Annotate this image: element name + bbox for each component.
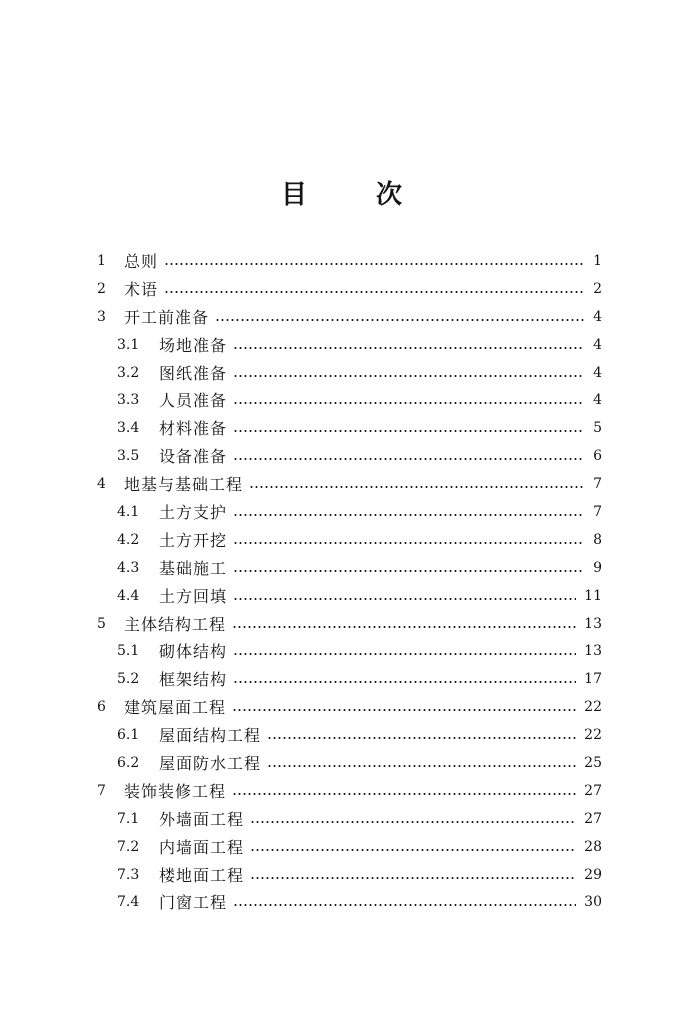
toc-entry-page: 13 — [584, 643, 602, 660]
toc-entry[interactable] — [97, 722, 602, 750]
toc-entry-page: 1 — [593, 253, 602, 269]
toc-entry-label: 土方回填 — [159, 586, 228, 606]
toc-entry-page: 25 — [584, 755, 602, 772]
toc-entry-page: 13 — [584, 615, 602, 632]
toc-entry[interactable] — [97, 806, 602, 834]
toc-dot-leader — [250, 877, 576, 879]
toc-dot-leader — [233, 681, 576, 683]
toc-dot-leader — [233, 458, 584, 460]
toc-entry-page: 4 — [593, 308, 602, 325]
toc-entry-label: 土方开挖 — [159, 530, 228, 550]
toc-entry-label: 地基与基础工程 — [124, 475, 244, 495]
toc-entry[interactable] — [97, 750, 602, 778]
page-title: 目 次 — [280, 180, 433, 210]
toc-dot-leader — [267, 765, 576, 767]
toc-entry-label: 基础施工 — [159, 558, 228, 578]
toc-entry-label: 图纸准备 — [159, 363, 228, 383]
toc-entry-label: 内墙面工程 — [159, 837, 245, 857]
toc-entry-number: 7.4 — [117, 894, 140, 911]
toc-entry-number: 7.1 — [117, 810, 140, 827]
toc-dot-leader — [267, 737, 576, 739]
toc-entry-page: 2 — [593, 280, 602, 297]
toc-entry-label: 装饰装修工程 — [124, 781, 227, 801]
toc-entry-label: 砌体结构 — [159, 642, 228, 662]
toc-entry[interactable] — [97, 694, 602, 722]
toc-entry-label: 屋面结构工程 — [159, 726, 262, 746]
toc-entry-number: 3 — [97, 308, 106, 325]
toc-entry-number: 4.2 — [117, 531, 140, 548]
toc-entry[interactable] — [97, 611, 602, 639]
toc-entry-number: 4.1 — [117, 504, 140, 521]
toc-entry-number: 6.2 — [117, 755, 140, 772]
table-of-contents — [97, 248, 602, 917]
toc-entry-number: 3.1 — [117, 336, 140, 353]
toc-entry-page: 22 — [584, 699, 602, 716]
toc-entry-number: 7.3 — [117, 866, 140, 883]
toc-dot-leader — [232, 793, 576, 795]
toc-entry-label: 框架结构 — [159, 670, 228, 690]
toc-entry-number: 5.2 — [117, 671, 140, 688]
toc-entry-number: 7 — [97, 782, 106, 799]
toc-entry-label: 主体结构工程 — [124, 614, 227, 634]
toc-dot-leader — [250, 849, 576, 851]
toc-entry-page: 11 — [584, 587, 602, 604]
toc-dot-leader — [233, 653, 576, 655]
toc-entry-label: 材料准备 — [159, 419, 228, 439]
toc-dot-leader — [232, 626, 576, 628]
toc-entry-page: 4 — [593, 392, 602, 409]
toc-entry-page: 6 — [593, 448, 602, 465]
toc-entry[interactable] — [97, 889, 602, 917]
toc-entry-number: 4 — [97, 476, 106, 493]
toc-entry-label: 人员准备 — [159, 391, 228, 411]
toc-entry-page: 7 — [593, 476, 602, 493]
toc-entry-page: 17 — [584, 671, 602, 688]
toc-entry[interactable] — [97, 862, 602, 890]
toc-entry-page: 8 — [593, 531, 602, 548]
toc-entry-page: 9 — [593, 559, 602, 576]
toc-entry-page: 27 — [584, 810, 602, 827]
toc-entry-label: 场地准备 — [159, 335, 228, 355]
toc-entry[interactable] — [97, 276, 602, 304]
toc-entry[interactable] — [97, 248, 602, 276]
toc-dot-leader — [233, 904, 576, 906]
toc-entry[interactable] — [97, 443, 602, 471]
toc-entry-label: 屋面防水工程 — [159, 754, 262, 774]
toc-entry[interactable] — [97, 415, 602, 443]
toc-dot-leader — [233, 347, 584, 349]
toc-entry-number: 6 — [97, 699, 106, 716]
toc-dot-leader — [250, 821, 576, 823]
toc-entry-number: 3.2 — [117, 364, 140, 381]
toc-entry[interactable] — [97, 499, 602, 527]
toc-dot-leader — [233, 598, 576, 600]
toc-entry-page: 7 — [593, 504, 602, 521]
toc-dot-leader — [233, 402, 584, 404]
toc-dot-leader — [215, 319, 584, 321]
toc-entry-page: 27 — [584, 782, 602, 799]
toc-entry-label: 外墙面工程 — [159, 809, 245, 829]
toc-entry-number: 6.1 — [117, 727, 140, 744]
toc-entry[interactable] — [97, 360, 602, 388]
toc-entry[interactable] — [97, 834, 602, 862]
toc-entry-page: 22 — [584, 727, 602, 744]
toc-entry-page: 4 — [593, 336, 602, 353]
toc-entry-label: 门窗工程 — [159, 893, 228, 913]
toc-entry-number: 4.3 — [117, 559, 140, 576]
toc-entry[interactable] — [97, 332, 602, 360]
toc-entry[interactable] — [97, 778, 602, 806]
toc-entry-page: 30 — [584, 894, 602, 911]
toc-entry-number: 2 — [97, 280, 106, 297]
toc-dot-leader — [233, 430, 584, 432]
toc-entry-number: 1 — [97, 253, 106, 269]
toc-entry[interactable] — [97, 555, 602, 583]
toc-entry-page: 5 — [593, 420, 602, 437]
toc-entry[interactable] — [97, 387, 602, 415]
toc-entry[interactable] — [97, 638, 602, 666]
toc-entry[interactable] — [97, 304, 602, 332]
toc-entry-label: 楼地面工程 — [159, 865, 245, 885]
toc-entry-label: 总则 — [124, 252, 159, 271]
toc-entry-number: 3.3 — [117, 392, 140, 409]
toc-entry-label: 开工前准备 — [124, 307, 210, 327]
toc-entry-number: 7.2 — [117, 838, 140, 855]
toc-entry[interactable] — [97, 527, 602, 555]
toc-entry-page: 29 — [584, 866, 602, 883]
toc-entry-number: 3.5 — [117, 448, 140, 465]
toc-entry-label: 术语 — [124, 279, 159, 299]
toc-entry-page: 28 — [584, 838, 602, 855]
toc-dot-leader — [233, 375, 584, 377]
toc-entry-label: 设备准备 — [159, 447, 228, 467]
toc-dot-leader — [164, 291, 584, 293]
toc-dot-leader — [233, 542, 584, 544]
toc-entry-number: 4.4 — [117, 587, 140, 604]
toc-entry-label: 建筑屋面工程 — [124, 698, 227, 718]
toc-entry-number: 5 — [97, 615, 106, 632]
toc-dot-leader — [233, 570, 584, 572]
toc-entry-number: 5.1 — [117, 643, 140, 660]
toc-dot-leader — [233, 514, 584, 516]
toc-entry-label: 土方支护 — [159, 503, 228, 523]
toc-entry-number: 3.4 — [117, 420, 140, 437]
toc-dot-leader — [232, 709, 576, 711]
toc-entry-page: 4 — [593, 364, 602, 381]
toc-entry[interactable] — [97, 471, 602, 499]
toc-dot-leader — [164, 263, 584, 265]
toc-entry[interactable] — [97, 666, 602, 694]
toc-dot-leader — [249, 486, 584, 488]
toc-entry[interactable] — [97, 583, 602, 611]
